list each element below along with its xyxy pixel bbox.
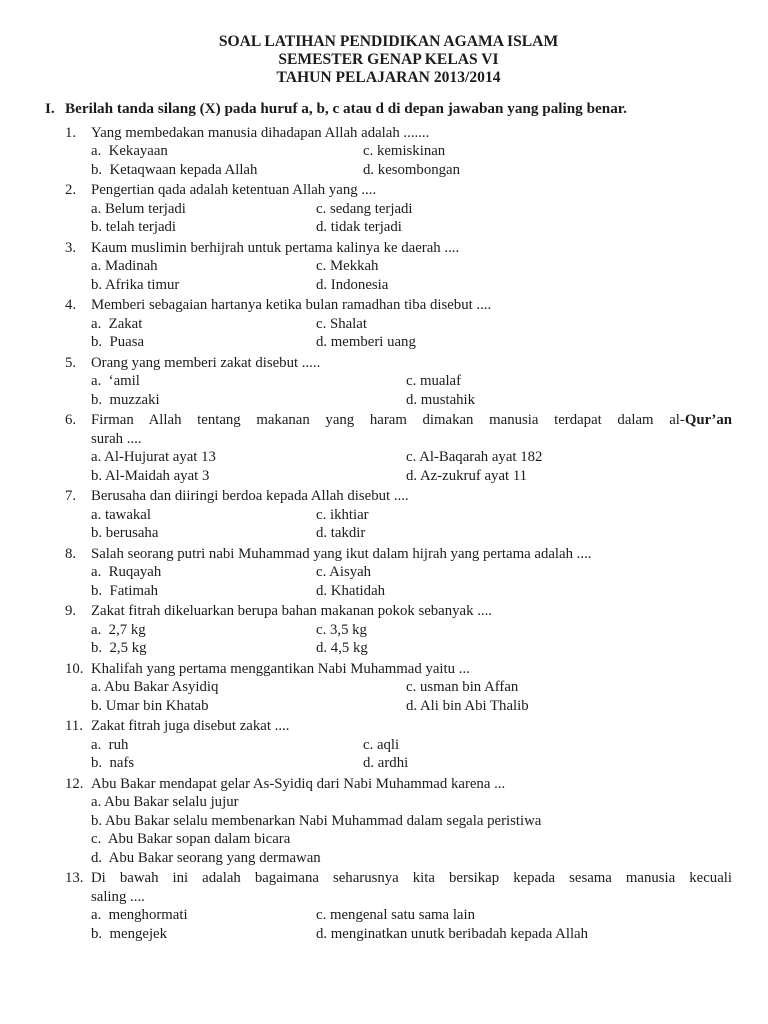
option-b: b. berusaha [91, 525, 159, 541]
option-a: a. Ruqayah [91, 564, 162, 580]
option-a: a. tawakal [91, 506, 151, 523]
option-d: d. 4,5 kg [316, 640, 368, 656]
option-a: a. ‘amil [91, 373, 140, 389]
option-a: a. Al-Hujurat ayat 13 [91, 449, 216, 465]
option-c: c. sedang terjadi [316, 200, 413, 217]
option-d: d. Indonesia [316, 276, 389, 293]
option-b: b. mengejek [91, 925, 168, 942]
question-text: Di bawah ini adalah bagaimana seharusnya kita bersikap kepada sesama manusia kecuali [91, 870, 732, 886]
option-row [91, 200, 732, 219]
question [65, 354, 732, 410]
question-text: Kaum muslimin berhijrah untuk pertama kalinya ke daerah .... [91, 239, 460, 256]
question-body [91, 354, 732, 410]
option-b: b. Ketaqwaan kepada Allah [91, 161, 258, 178]
option-row [91, 315, 732, 334]
option-c: c. mengenal satu sama lain [316, 907, 476, 923]
question-number: 11. [65, 718, 83, 734]
option-b: b. Umar bin Khatab [91, 697, 209, 714]
option-b: b. Abu Bakar selalu membenarkan Nabi Muhammad dalam segala peristiwa [91, 812, 542, 829]
question-text: Zakat fitrah juga disebut zakat .... [91, 718, 290, 734]
question [65, 296, 732, 352]
option-b: b. muzzaki [91, 391, 160, 408]
question [65, 545, 732, 601]
option-row [91, 448, 732, 467]
question-text: Berusaha dan diiringi berdoa kepada Allah disebut .... [91, 488, 409, 504]
option-b: b. telah terjadi [91, 219, 177, 235]
option-row [91, 925, 732, 944]
question [65, 717, 732, 773]
option-row [91, 563, 732, 582]
option-a: a. Abu Bakar Asyidiq [91, 679, 219, 695]
option-d: d. Az-zukruf ayat 11 [406, 467, 528, 484]
question-text: Khalifah yang pertama menggantikan Nabi Muhammad yaitu ... [91, 660, 470, 677]
option-row [91, 142, 732, 161]
question-number: 9. [65, 603, 77, 619]
option-c: c. Al-Baqarah ayat 182 [406, 449, 543, 465]
option-a: a. Kekayaan [91, 143, 168, 159]
option-row [91, 736, 732, 755]
option-b: b. nafs [91, 755, 135, 771]
question-text: Orang yang memberi zakat disebut ..... [91, 354, 321, 371]
option-d: d. ardhi [363, 755, 409, 771]
question-text-line2: saling .... [91, 888, 145, 905]
question-number: 4. [65, 297, 77, 313]
question-number: 5. [65, 354, 77, 371]
question-number: 13. [65, 870, 84, 886]
question-body [91, 775, 732, 868]
question [65, 181, 732, 237]
question-body [91, 411, 732, 485]
option-c: c. Aisyah [316, 564, 372, 580]
question-number: 12. [65, 775, 84, 792]
question-text: Abu Bakar mendapat gelar As-Syidiq dari Nabi Muhammad karena ... [91, 775, 506, 792]
question-body [91, 717, 732, 773]
question-body [91, 239, 732, 295]
option-row [91, 678, 732, 697]
section-instruction: Berilah tanda silang (X) pada huruf a, b, c atau d di depan jawaban yang paling benar. [65, 100, 627, 117]
option-c: c. Mekkah [316, 258, 379, 274]
option-d: d. takdir [316, 525, 366, 541]
option-b: b. Puasa [91, 334, 145, 350]
page-title-line-3: TAHUN PELAJARAN 2013/2014 [276, 69, 501, 86]
question-text: Salah seorang putri nabi Muhammad yang ikut dalam hijrah yang pertama adalah .... [91, 545, 592, 562]
option-c: c. mualaf [406, 373, 462, 389]
page-title-line-1: SOAL LATIHAN PENDIDIKAN AGAMA ISLAM [218, 33, 559, 50]
question-body [91, 124, 732, 180]
option-row [91, 161, 732, 180]
section-numeral: I. [45, 100, 55, 117]
option-row [91, 391, 732, 410]
question-body [91, 602, 732, 658]
question-text-line2: surah .... [91, 430, 142, 447]
option-b: b. Fatimah [91, 582, 158, 599]
question [65, 411, 732, 485]
option-b: b. Al-Maidah ayat 3 [91, 467, 210, 484]
option-row [91, 621, 732, 640]
question [65, 775, 732, 868]
option-a: a. Zakat [91, 315, 143, 332]
section-heading [45, 100, 732, 119]
question [65, 487, 732, 543]
option-d: d. Khatidah [316, 582, 386, 599]
question-body [91, 869, 732, 943]
option-c: c. Abu Bakar sopan dalam bicara [91, 831, 291, 847]
option-row [91, 372, 732, 391]
option-row [91, 582, 732, 601]
question-text: Pengertian qada adalah ketentuan Allah yang .... [91, 182, 377, 198]
question-body [91, 545, 732, 601]
option-c: c. ikhtiar [316, 506, 369, 523]
question-text: Memberi sebagaian hartanya ketika bulan ramadhan tiba disebut .... [91, 297, 492, 313]
question-number: 1. [65, 124, 77, 141]
question-body [91, 660, 732, 716]
question-text: Firman Allah tentang makanan yang haram dimakan manusia terdapat dalam al-Qur’an [91, 412, 732, 428]
question [65, 239, 732, 295]
page-header [45, 33, 732, 87]
option-a: a. 2,7 kg [91, 621, 146, 638]
option-d: d. memberi uang [316, 334, 416, 350]
question-body [91, 181, 732, 237]
option-row [91, 467, 732, 486]
option-row [91, 697, 732, 716]
option-d: d. mustahik [406, 391, 476, 408]
question-number: 6. [65, 412, 77, 428]
option-a: a. menghormati [91, 907, 188, 923]
option-d: d. tidak terjadi [316, 219, 402, 235]
option-d: d. Abu Bakar seorang yang dermawan [91, 849, 321, 866]
option-d: d. menginatkan unutk beribadah kepada Allah [316, 925, 589, 942]
question-list [45, 124, 732, 944]
page-title-line-2: SEMESTER GENAP KELAS VI [278, 51, 499, 68]
option-row [91, 276, 732, 295]
question-text: Yang membedakan manusia dihadapan Allah adalah ....... [91, 124, 430, 141]
option-row [91, 218, 732, 237]
question [65, 124, 732, 180]
option-row [91, 506, 732, 525]
question-body [91, 487, 732, 543]
option-b: b. Afrika timur [91, 276, 180, 293]
question-text: Zakat fitrah dikeluarkan berupa bahan makanan pokok sebanyak .... [91, 603, 493, 619]
question-number: 2. [65, 182, 77, 198]
option-c: c. aqli [363, 736, 400, 753]
option-row [91, 333, 732, 352]
question [65, 869, 732, 943]
option-c: c. Shalat [316, 315, 367, 332]
option-row [91, 754, 732, 773]
question-body [91, 296, 732, 352]
option-row [91, 524, 732, 543]
option-row [91, 257, 732, 276]
option-a: a. Abu Bakar selalu jujur [91, 794, 239, 810]
option-d: d. Ali bin Abi Thalib [406, 697, 529, 714]
question-number: 3. [65, 239, 77, 256]
option-d: d. kesombongan [363, 161, 460, 178]
option-a: a. Belum terjadi [91, 200, 186, 217]
option-row [91, 639, 732, 658]
option-b: b. 2,5 kg [91, 640, 147, 656]
question-number: 8. [65, 545, 77, 562]
question [65, 602, 732, 658]
option-c: c. usman bin Affan [406, 679, 519, 695]
option-a: a. Madinah [91, 258, 158, 274]
option-row [91, 906, 732, 925]
option-c: c. kemiskinan [363, 143, 446, 159]
question [65, 660, 732, 716]
option-a: a. ruh [91, 736, 129, 753]
question-number: 7. [65, 488, 77, 504]
option-c: c. 3,5 kg [316, 621, 367, 638]
question-number: 10. [65, 660, 84, 677]
